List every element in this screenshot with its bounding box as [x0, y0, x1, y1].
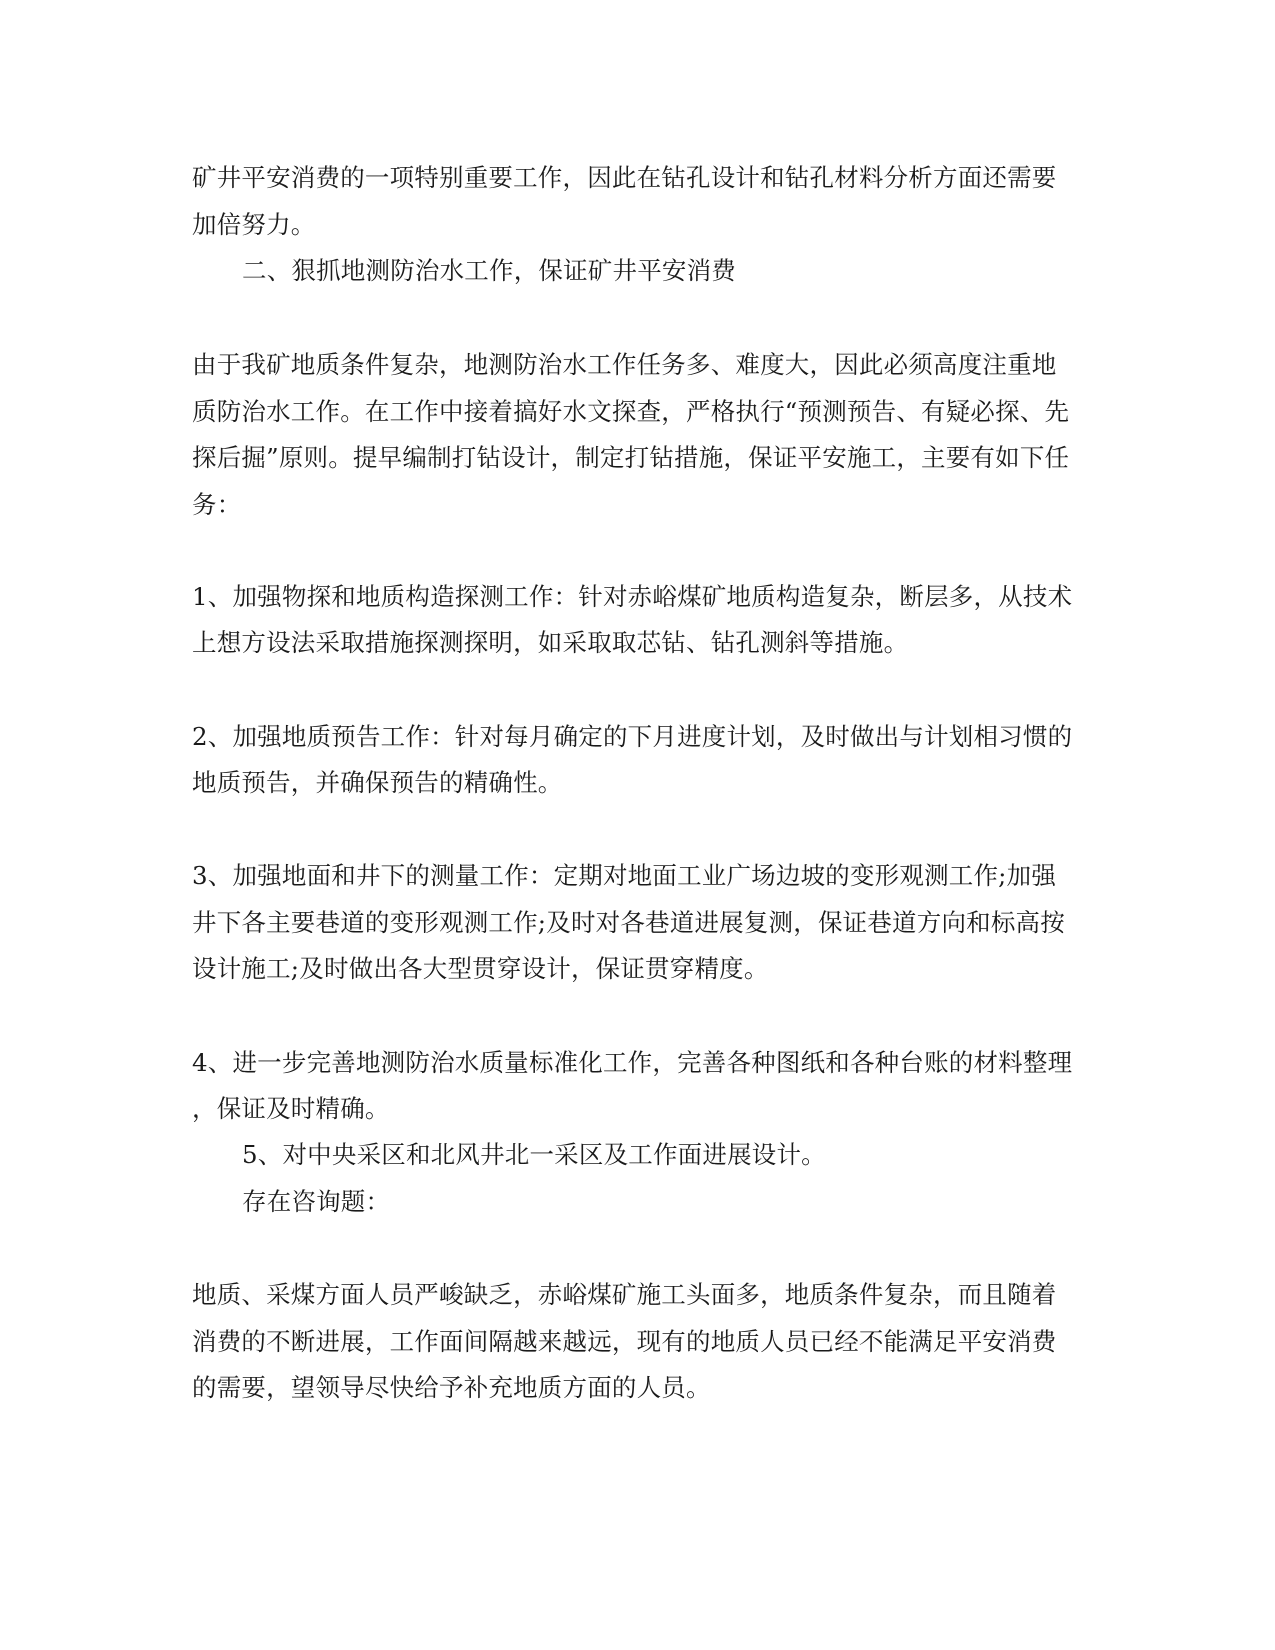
body-text-line: 加倍努力。	[192, 210, 316, 239]
body-text-line: 的需要，望领导尽快给予补充地质方面的人员。	[192, 1373, 711, 1402]
section-heading: 存在咨询题：	[242, 1187, 391, 1216]
list-item-text: 设计施工;及时做出各大型贯穿设计，保证贯穿精度。	[192, 954, 769, 983]
list-item-text: 4、进一步完善地测防治水质量标准化工作，完善各种图纸和各种台账的材料整理	[192, 1048, 1073, 1077]
list-item-text: 上想方设法采取措施探测探明，如采取取芯钻、钻孔测斜等措施。	[192, 628, 909, 657]
list-item-text: ，保证及时精确。	[192, 1094, 390, 1123]
list-item-text: 地质预告，并确保预告的精确性。	[192, 768, 563, 797]
list-item-text: 井下各主要巷道的变形观测工作;及时对各巷道进展复测，保证巷道方向和标高按	[192, 908, 1065, 937]
body-text-line: 由于我矿地质条件复杂，地测防治水工作任务多、难度大，因此必须高度注重地	[192, 350, 1057, 379]
body-text-line: 务：	[192, 490, 242, 519]
list-item-text: 5、对中央采区和北风井北一采区及工作面进展设计。	[242, 1140, 826, 1169]
list-item-text: 1、加强物探和地质构造探测工作：针对赤峪煤矿地质构造复杂，断层多，从技术	[192, 582, 1073, 611]
body-text-line: 地质、采煤方面人员严峻缺乏，赤峪煤矿施工头面多，地质条件复杂，而且随着	[192, 1280, 1057, 1309]
section-heading: 二、狠抓地测防治水工作，保证矿井平安消费	[242, 256, 736, 285]
body-text-line: 质防治水工作。在工作中接着搞好水文探查，严格执行“预测预告、有疑必探、先	[192, 397, 1070, 426]
body-text-line: 矿井平安消费的一项特别重要工作，因此在钻孔设计和钻孔材料分析方面还需要	[192, 163, 1057, 192]
list-item-text: 2、加强地质预告工作：针对每月确定的下月进度计划，及时做出与计划相习惯的	[192, 722, 1073, 751]
body-text-line: 探后掘”原则。提早编制打钻设计，制定打钻措施，保证平安施工，主要有如下任	[192, 443, 1070, 472]
body-text-line: 消费的不断进展，工作面间隔越来越远，现有的地质人员已经不能满足平安消费	[192, 1327, 1057, 1356]
list-item-text: 3、加强地面和井下的测量工作：定期对地面工业广场边坡的变形观测工作;加强	[192, 861, 1057, 890]
